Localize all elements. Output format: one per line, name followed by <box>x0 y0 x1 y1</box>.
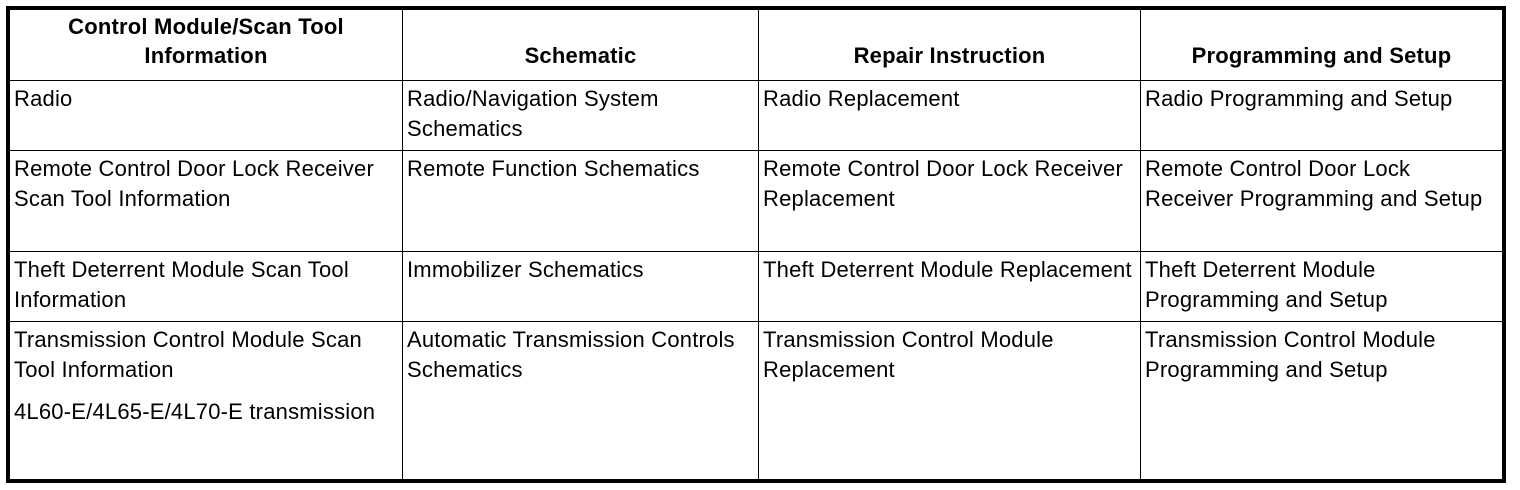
repair-link[interactable]: Radio Replacement <box>763 86 960 111</box>
table-row <box>10 151 1503 252</box>
cell-programming <box>1141 81 1503 151</box>
cell-repair <box>759 151 1141 252</box>
cell-module <box>10 322 403 480</box>
table-row <box>10 252 1503 322</box>
programming-link[interactable]: Remote Control Door Lock Receiver Programming and Setup <box>1145 156 1483 212</box>
cell-module <box>10 252 403 322</box>
module-name: Radio <box>14 86 73 111</box>
cell-module <box>10 151 403 252</box>
table-header-row <box>10 10 1503 81</box>
module-name[interactable]: Theft Deterrent Module Scan Tool Information <box>14 257 349 313</box>
table-row <box>10 81 1503 151</box>
cell-repair <box>759 81 1141 151</box>
cell-programming <box>1141 322 1503 480</box>
cell-programming <box>1141 151 1503 252</box>
module-transmission-note: 4L60-E/4L65-E/4L70-E transmission <box>14 399 376 425</box>
cell-repair <box>759 252 1141 322</box>
programming-link[interactable]: Radio Programming and Setup <box>1145 86 1453 111</box>
cell-schematic <box>403 252 759 322</box>
header-repair-instruction: Repair Instruction <box>759 10 1141 81</box>
module-name[interactable]: Transmission Control Module Scan Tool Information <box>14 327 362 383</box>
header-programming-setup: Programming and Setup <box>1141 10 1503 81</box>
reference-table-frame <box>6 6 1506 483</box>
repair-link[interactable]: Theft Deterrent Module Replacement <box>763 257 1132 283</box>
header-control-module: Control Module/Scan Tool Information <box>10 10 403 81</box>
header-schematic: Schematic <box>403 10 759 81</box>
programming-link[interactable]: Transmission Control Module Programming and Setup <box>1145 327 1436 383</box>
cell-programming <box>1141 252 1503 322</box>
programming-link[interactable]: Theft Deterrent Module Programming and Setup <box>1145 257 1388 313</box>
schematic-link[interactable]: Radio/Navigation System Schematics <box>407 86 659 141</box>
module-name[interactable]: Remote Control Door Lock Receiver Scan Tool Information <box>14 156 374 212</box>
schematic-link[interactable]: Automatic Transmission Controls Schematics <box>407 327 735 383</box>
cell-module <box>10 81 403 151</box>
cell-schematic <box>403 81 759 151</box>
repair-link[interactable]: Remote Control Door Lock Receiver Replacement <box>763 156 1123 212</box>
cell-repair <box>759 322 1141 480</box>
table-row <box>10 322 1503 480</box>
cell-schematic <box>403 322 759 480</box>
module-reference-table <box>9 9 1503 480</box>
cell-schematic <box>403 151 759 252</box>
repair-link[interactable]: Transmission Control Module Replacement <box>763 327 1054 383</box>
schematic-link[interactable]: Immobilizer Schematics <box>407 257 644 283</box>
schematic-link[interactable]: Remote Function Schematics <box>407 156 700 182</box>
